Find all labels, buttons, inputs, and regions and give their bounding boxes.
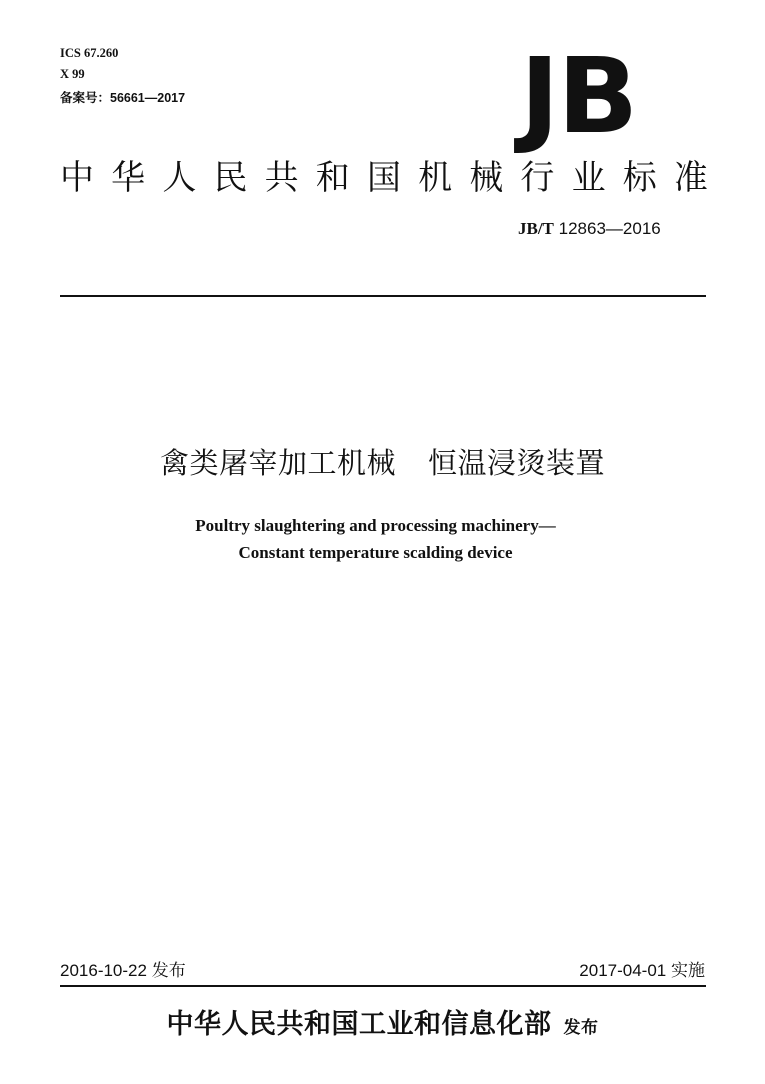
document-title-en-line2: Constant temperature scalding device [238,543,513,562]
standard-number [518,219,661,239]
title-char: 民 [213,158,248,198]
implementation-date-label: 实施 [671,961,705,981]
title-char: 械 [469,158,504,198]
standard-number-prefix: JB/T [518,219,554,238]
title-char: 人 [162,158,197,198]
title-char: 和 [315,158,350,198]
title-char: 准 [673,158,708,198]
title-char: 业 [571,158,606,198]
issue-date-value: 2016-10-22 [60,961,147,980]
ics-code: ICS 67.260 [60,46,119,60]
title-zh-part1: 禽类屠宰加工机械 [159,446,396,480]
title-char: 标 [622,158,657,198]
publisher-suffix: 发布 [563,1018,599,1038]
issue-date-label: 发布 [151,961,186,981]
standard-category-title [60,156,708,200]
standard-number-value: 12863—2016 [558,219,661,238]
record-number: 备案号：56661—2017 [60,91,186,105]
implementation-date-value: 2017-04-01 [579,961,667,980]
title-char: 共 [264,158,299,198]
document-title-en-line1: Poultry slaughtering and processing machinery— [195,516,556,535]
title-char: 华 [111,158,146,198]
issue-date [60,960,186,982]
publisher-name: 中华人民共和国工业和信息化部 [166,1009,552,1040]
title-char: 机 [418,158,453,198]
classification-code: X 99 [60,67,85,81]
title-zh-part2: 恒温浸烫装置 [428,446,606,480]
title-char: 国 [366,158,401,198]
bottom-divider [60,985,706,987]
title-char: 中 [60,158,94,198]
document-title-zh [0,443,765,483]
title-char: 行 [520,158,555,198]
top-divider [60,295,706,297]
implementation-date [579,960,705,982]
jb-logo: JB [520,35,637,157]
publisher [0,1007,765,1046]
